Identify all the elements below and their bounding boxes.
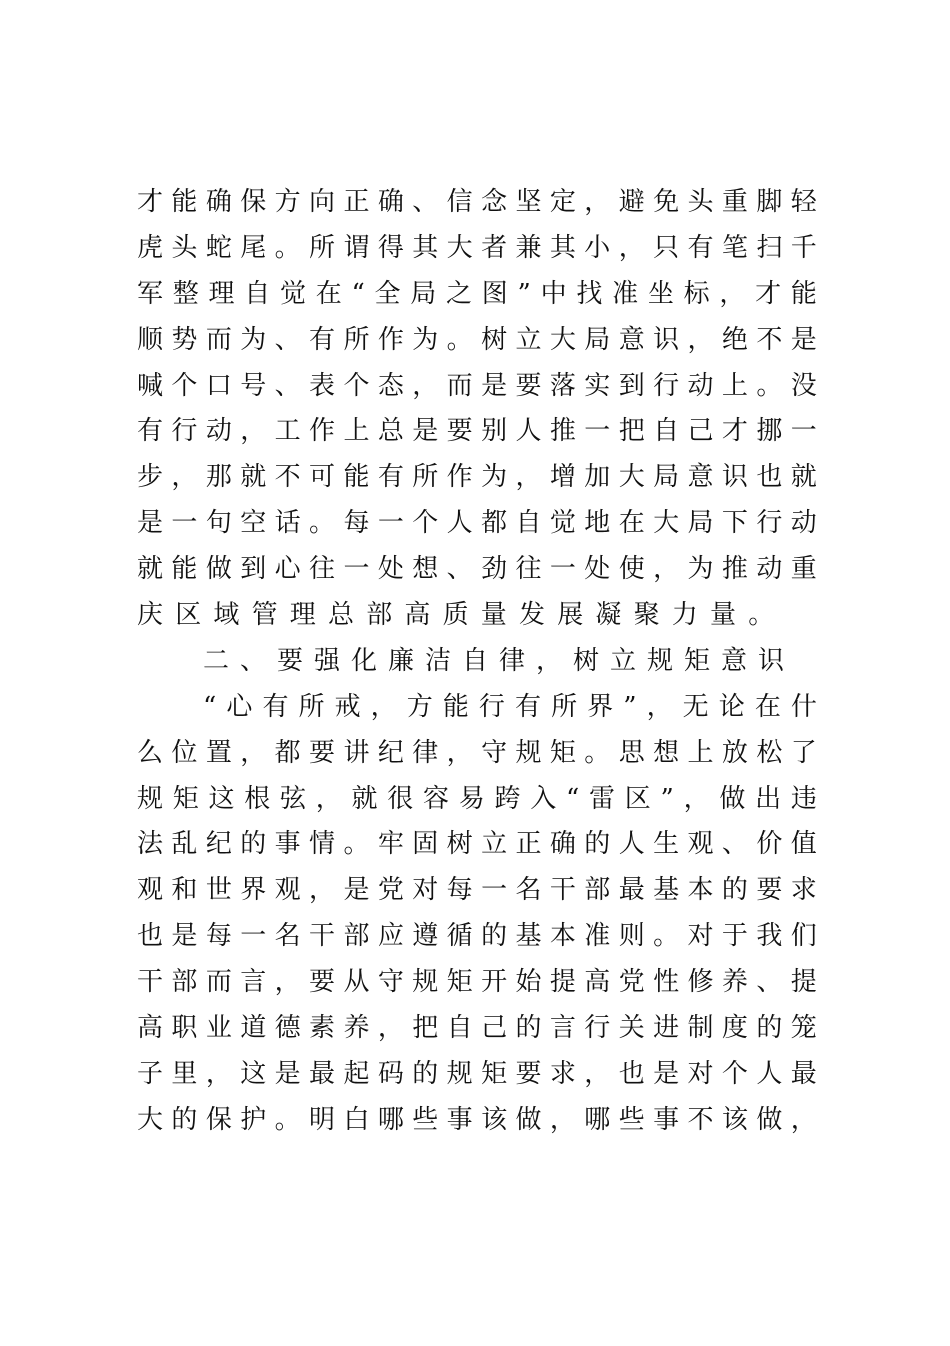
document-body: [137, 180, 817, 1144]
paragraph-line: “ 心 有 所 戒 ， 方 能 行 有 所 界 ” ， 无 论 在 什: [203, 691, 817, 722]
paragraph-line: 是 一 句 空 话 。 每 一 个 人 都 自 觉 地 在 大 局 下 行 动: [137, 508, 817, 539]
paragraph-line: 观 和 世 界 观 ， 是 党 对 每 一 名 干 部 最 基 本 的 要 求: [137, 875, 817, 906]
paragraph-line: 大 的 保 护 。 明 白 哪 些 事 该 做 ， 哪 些 事 不 该 做 ，: [137, 1104, 817, 1135]
paragraph-line: 顺 势 而 为 、 有 所 作 为 。 树 立 大 局 意 识 ， 绝 不 是: [137, 324, 817, 355]
paragraph-line: 就 能 做 到 心 往 一 处 想 、 劲 往 一 处 使 ， 为 推 动 重: [137, 554, 817, 585]
paragraph-line: 高 职 业 道 德 素 养 ， 把 自 己 的 言 行 关 进 制 度 的 笼: [137, 1013, 817, 1044]
paragraph-line: 军 整 理 自 觉 在 “ 全 局 之 图 ” 中 找 准 坐 标 ， 才 能: [137, 278, 817, 309]
paragraph-line: 才 能 确 保 方 向 正 确 、 信 念 坚 定 ， 避 免 头 重 脚 轻: [137, 187, 817, 217]
paragraph-line: 也 是 每 一 名 干 部 应 遵 循 的 基 本 准 则 。 对 于 我 们: [137, 921, 817, 952]
paragraph-line: 干 部 而 言 ， 要 从 守 规 矩 开 始 提 高 党 性 修 养 、 提: [137, 967, 817, 998]
section-heading: 二、要强化廉洁自律，树立规矩意识: [203, 645, 796, 676]
paragraph-line: 么 位 置 ， 都 要 讲 纪 律 ， 守 规 矩 。 思 想 上 放 松 了: [137, 737, 817, 768]
paragraph-line: 虎 头 蛇 尾 。 所 谓 得 其 大 者 兼 其 小 ， 只 有 笔 扫 千: [137, 232, 817, 263]
paragraph-line: 规 矩 这 根 弦 ， 就 很 容 易 跨 入 “ 雷 区 ” ， 做 出 违: [137, 783, 817, 814]
paragraph-line: 步 ， 那 就 不 可 能 有 所 作 为 ， 增 加 大 局 意 识 也 就: [137, 462, 817, 493]
paragraph-line: 喊 个 口 号 、 表 个 态 ， 而 是 要 落 实 到 行 动 上 。 没: [137, 370, 817, 401]
paragraph-line: 庆区域管理总部高质量发展凝聚力量。: [137, 600, 787, 631]
paragraph-line: 有 行 动 ， 工 作 上 总 是 要 别 人 推 一 把 自 己 才 挪 一: [137, 416, 817, 447]
paragraph-line: 法 乱 纪 的 事 情 。 牢 固 树 立 正 确 的 人 生 观 、 价 值: [137, 829, 817, 860]
paragraph-line: 子 里 ， 这 是 最 起 码 的 规 矩 要 求 ， 也 是 对 个 人 最: [137, 1058, 817, 1089]
